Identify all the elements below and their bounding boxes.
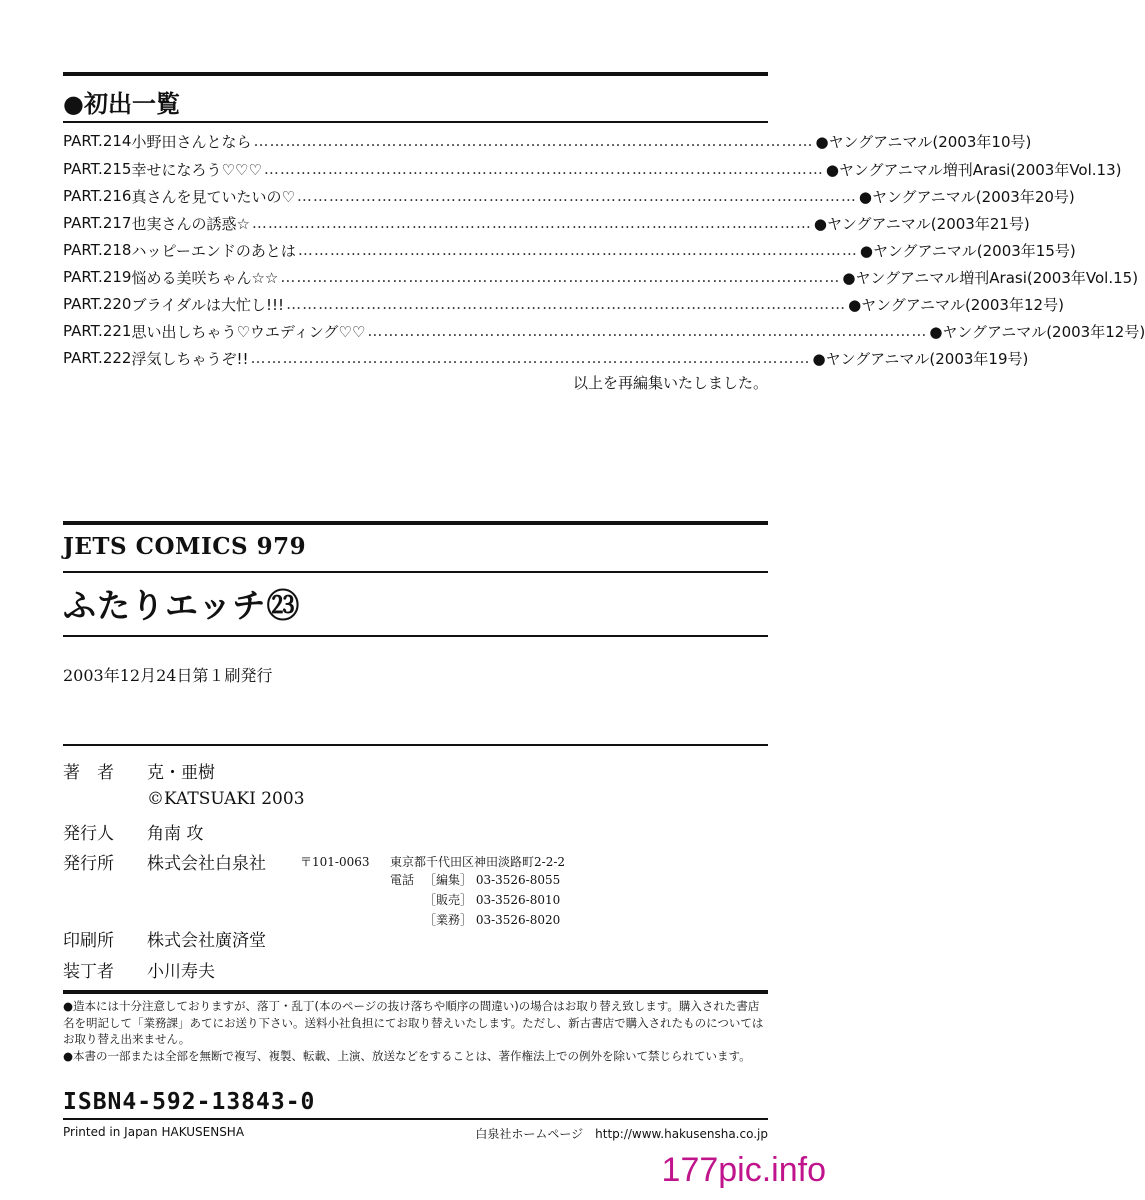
toc-title: 幸せになろう♡♡♡ — [131, 160, 262, 179]
toc-source: ●ヤングアニマル増刊Arasi(2003年Vol.15) — [842, 268, 1139, 287]
phone-sales: ［販売］ 03-3526-8010 — [424, 893, 561, 907]
postal-code: 〒101-0063 — [300, 855, 370, 869]
toc-leader: …………………………………………………………………………………………… — [263, 160, 824, 178]
designer-name: 小川寿夫 — [147, 962, 215, 982]
toc-title: 思い出しちゃう♡ウエディング♡♡ — [131, 322, 366, 341]
toc-part: PART.221 — [63, 322, 132, 340]
publisher-name: 株式会社白泉社 — [147, 854, 266, 874]
notice-block — [63, 998, 768, 1064]
toc-leader: …………………………………………………………………………………………… — [253, 132, 814, 150]
toc-source: ●ヤングアニマル(2003年12号) — [848, 295, 1064, 314]
phone-business: ［業務］ 03-3526-8020 — [424, 913, 561, 927]
toc-row — [63, 183, 1075, 209]
phone-edit: ［編集］ 03-3526-8055 — [424, 873, 561, 887]
toc-note: 以上を再編集いたしました。 — [572, 374, 768, 392]
toc-part: PART.220 — [63, 295, 132, 313]
toc-part: PART.214 — [63, 132, 132, 150]
toc-source: ●ヤングアニマル(2003年15号) — [859, 241, 1076, 260]
toc-row — [63, 210, 1030, 236]
credits-rule — [63, 744, 768, 746]
isbn: ISBN4-592-13843-0 — [63, 1089, 316, 1115]
toc-title: 真さんを見ていたいの♡ — [131, 187, 295, 206]
toc-part: PART.222 — [63, 349, 132, 367]
toc-source: ●ヤングアニマル(2003年19号) — [812, 349, 1029, 368]
toc-leader: …………………………………………………………………………………………… — [297, 241, 858, 259]
toc-part: PART.219 — [63, 268, 132, 286]
toc-row — [63, 237, 1076, 263]
publisher-label: 発行所 — [63, 854, 114, 874]
toc-leader: …………………………………………………………………………………………… — [250, 349, 811, 367]
phone-label: 電話 — [390, 873, 415, 887]
toc-row — [63, 128, 1032, 154]
publisher-address: 東京都千代田区神田淡路町2-2-2 — [390, 855, 566, 869]
toc-part: PART.215 — [63, 160, 132, 178]
notice-defect: ●造本には十分注意しておりますが、落丁・乱丁(本のページの抜け落ちや順序の間違い)の場合はお取り替え致します。購入された書店名を明記して「業務課」あてにお送り下さい。送料小社負担にてお取り替えいたします。ただし、新古書店で購入されたものについてはお取り替え出来ません。 — [63, 999, 764, 1046]
toc-source: ●ヤングアニマル(2003年10号) — [815, 132, 1032, 151]
colophon-top-rule — [63, 521, 768, 525]
designer-label: 装丁者 — [63, 962, 114, 982]
printed-in: Printed in Japan HAKUSENSHA — [63, 1125, 245, 1139]
toc-source: ●ヤングアニマル(2003年20号) — [858, 187, 1075, 206]
copyright-notice: ©KATSUAKI 2003 — [147, 789, 305, 809]
homepage-link[interactable]: 白泉社ホームページ http://www.hakusensha.co.jp — [475, 1127, 768, 1141]
footer-rule — [63, 1118, 768, 1120]
series-rule — [63, 571, 768, 573]
toc-title: ハッピーエンドのあとは — [131, 241, 296, 260]
toc-title: 小野田さんとなら — [131, 132, 252, 151]
toc-row — [63, 291, 1064, 317]
author-name: 克・亜樹 — [147, 763, 215, 783]
top-rule — [63, 72, 768, 76]
toc-source: ●ヤングアニマル(2003年12号) — [929, 322, 1145, 341]
title-rule — [63, 635, 768, 637]
toc-source: ●ヤングアニマル増刊Arasi(2003年Vol.13) — [825, 160, 1122, 179]
toc-leader: …………………………………………………………………………………………… — [280, 268, 841, 286]
notice-copyright: ●本書の一部または全部を無断で複写、複製、転載、上演、放送などをすることは、著作権法上での例外を除いて禁じられています。 — [63, 1048, 751, 1063]
edition-date: 2003年12月24日第１刷発行 — [63, 666, 273, 685]
toc-row — [63, 345, 1029, 371]
series-name: JETS COMICS 979 — [63, 533, 307, 560]
toc-title: 悩める美咲ちゃん☆☆ — [131, 268, 279, 287]
site-watermark: 177pic.info — [661, 1151, 826, 1189]
printer-name: 株式会社廣済堂 — [147, 931, 266, 951]
book-title: ふたりエッチ㉓ — [63, 586, 301, 625]
toc-leader: …………………………………………………………………………………………… — [251, 214, 812, 232]
toc-part: PART.218 — [63, 241, 132, 259]
publisher-person: 角南 攻 — [147, 824, 204, 844]
toc-row — [63, 318, 1145, 344]
toc-row — [63, 156, 1122, 182]
toc-source: ●ヤングアニマル(2003年21号) — [813, 214, 1030, 233]
toc-title: ブライダルは大忙し!!! — [131, 295, 285, 314]
toc-title: 也実さんの誘惑☆ — [131, 214, 250, 233]
toc-row — [63, 264, 1139, 290]
toc-leader: …………………………………………………………………………………………… — [296, 187, 857, 205]
toc-part: PART.217 — [63, 214, 132, 232]
author-label: 著 者 — [63, 763, 114, 783]
publisher-person-label: 発行人 — [63, 824, 114, 844]
section-title: ●初出一覧 — [63, 90, 180, 118]
toc-title: 浮気しちゃうぞ!! — [131, 349, 249, 368]
printer-label: 印刷所 — [63, 931, 114, 951]
notes-rule — [63, 990, 768, 994]
toc-part: PART.216 — [63, 187, 132, 205]
section-rule — [63, 121, 768, 123]
toc-leader: …………………………………………………………………………………………… — [367, 322, 928, 340]
toc-leader: …………………………………………………………………………………………… — [286, 295, 847, 313]
